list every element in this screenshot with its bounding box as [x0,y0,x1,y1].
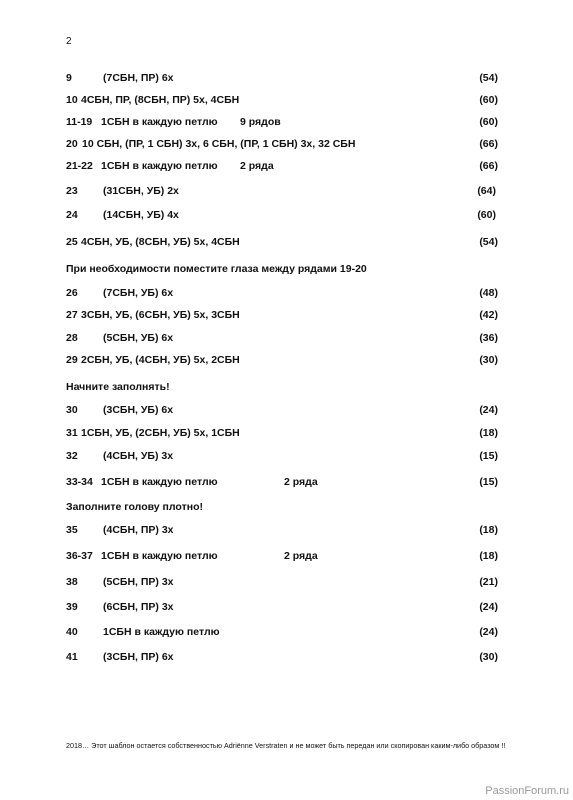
stitch-count: (24) [479,626,498,638]
eyes-placement-note: При необходимости поместите глаза между рядами 19-20 [66,263,367,275]
pattern-row [0,136,573,152]
pattern-row [0,330,573,346]
pattern-row [0,158,573,174]
row-instruction: (3СБН, УБ) 6х [103,404,174,416]
stitch-count: (60) [479,94,498,106]
pattern-row [0,574,573,590]
row-instruction: 2СБН, УБ, (4СБН, УБ) 5х, 2СБН [81,354,240,366]
row-instruction: 1СБН в каждую петлю [101,160,218,172]
pattern-row [0,425,573,441]
row-instruction: 1СБН в каждую петлю [103,626,220,638]
row-number: 38 [66,576,78,588]
pattern-row [0,402,573,418]
pattern-row [0,448,573,464]
stitch-count: (24) [479,601,498,613]
pattern-row [0,599,573,615]
row-instruction: 4СБН, УБ, (8СБН, УБ) 5х, 4СБН [81,236,240,248]
row-instruction: (14СБН, УБ) 4х [103,209,179,221]
page-number: 2 [66,36,72,47]
row-number: 21-22 [66,160,93,172]
stitch-count: (66) [479,138,498,150]
pattern-row [0,92,573,108]
stitch-count: (64) [477,185,496,197]
row-number: 26 [66,287,78,299]
pattern-row [0,522,573,538]
row-number: 39 [66,601,78,613]
row-number: 30 [66,404,78,416]
row-number: 41 [66,651,78,663]
row-number: 29 [66,354,78,366]
row-number: 35 [66,524,78,536]
row-number: 11-19 [66,116,93,128]
row-instruction: 1СБН, УБ, (2СБН, УБ) 5х, 1СБН [81,427,240,439]
row-instruction: (7СБН, ПР) 6х [103,72,174,84]
pattern-row [0,70,573,86]
stitch-count: (15) [479,450,498,462]
row-instruction: 1СБН в каждую петлю [101,116,218,128]
row-instruction: (7СБН, УБ) 6х [103,287,174,299]
row-number: 28 [66,332,78,344]
stitch-count: (15) [479,476,498,488]
pattern-row [0,307,573,323]
row-number: 40 [66,626,78,638]
stitch-count: (66) [479,160,498,172]
row-instruction: (31СБН, УБ) 2х [103,185,179,197]
stitch-count: (30) [479,354,498,366]
row-number: 32 [66,450,78,462]
row-instruction: (5СБН, ПР) 3х [103,576,174,588]
row-number: 23 [66,185,78,197]
stitch-count: (42) [479,309,498,321]
stitch-count: (48) [479,287,498,299]
row-instruction: 4СБН, ПР, (8СБН, ПР) 5х, 4СБН [81,94,240,106]
stitch-count: (30) [479,651,498,663]
row-count-note: 2 ряда [240,160,274,172]
row-instruction: 3СБН, УБ, (6СБН, УБ) 5х, 3СБН [81,309,240,321]
pattern-row [0,352,573,368]
pattern-row [0,183,573,199]
stitch-count: (24) [479,404,498,416]
row-number: 36-37 [66,550,93,562]
pattern-row [0,207,573,223]
pattern-row [0,114,573,130]
row-number: 20 [66,138,78,150]
pattern-row [0,624,573,640]
stitch-count: (18) [479,524,498,536]
copyright-footer: 2018… Этот шаблон остается собственностью Adriënne Verstraten и не может быть передан или скопирован каким-либо образом !! [66,741,506,750]
row-number: 10 [66,94,78,106]
row-count-note: 9 рядов [240,116,281,128]
stitch-count: (21) [479,576,498,588]
stitch-count: (18) [479,550,498,562]
stitch-count: (36) [479,332,498,344]
row-instruction: (6СБН, ПР) 3х [103,601,174,613]
start-stuffing-note: Начните заполнять! [66,381,170,393]
row-instruction: 1СБН в каждую петлю [101,550,218,562]
row-count-note: 2 ряда [284,476,318,488]
row-number: 25 [66,236,78,248]
pattern-row [0,548,573,564]
fill-head-note: Заполните голову плотно! [66,501,203,513]
stitch-count: (18) [479,427,498,439]
stitch-count: (54) [479,72,498,84]
stitch-count: (60) [477,209,496,221]
site-watermark: PassionForum.ru [485,785,569,797]
row-number: 27 [66,309,78,321]
row-number: 24 [66,209,78,221]
stitch-count: (60) [479,116,498,128]
pattern-row [0,649,573,665]
row-instruction: 1СБН в каждую петлю [101,476,218,488]
row-number: 9 [66,72,72,84]
pattern-row [0,234,573,250]
row-count-note: 2 ряда [284,550,318,562]
row-number: 31 [66,427,78,439]
row-instruction: (4СБН, УБ) 3х [103,450,174,462]
row-instruction: 10 СБН, (ПР, 1 СБН) 3х, 6 СБН, (ПР, 1 СБН) 3х, 32 СБН [82,138,356,150]
pattern-row [0,285,573,301]
row-instruction: (5СБН, УБ) 6х [103,332,174,344]
row-instruction: (3СБН, ПР) 6х [103,651,174,663]
pattern-row [0,474,573,490]
row-instruction: (4СБН, ПР) 3х [103,524,174,536]
row-number: 33-34 [66,476,93,488]
stitch-count: (54) [479,236,498,248]
